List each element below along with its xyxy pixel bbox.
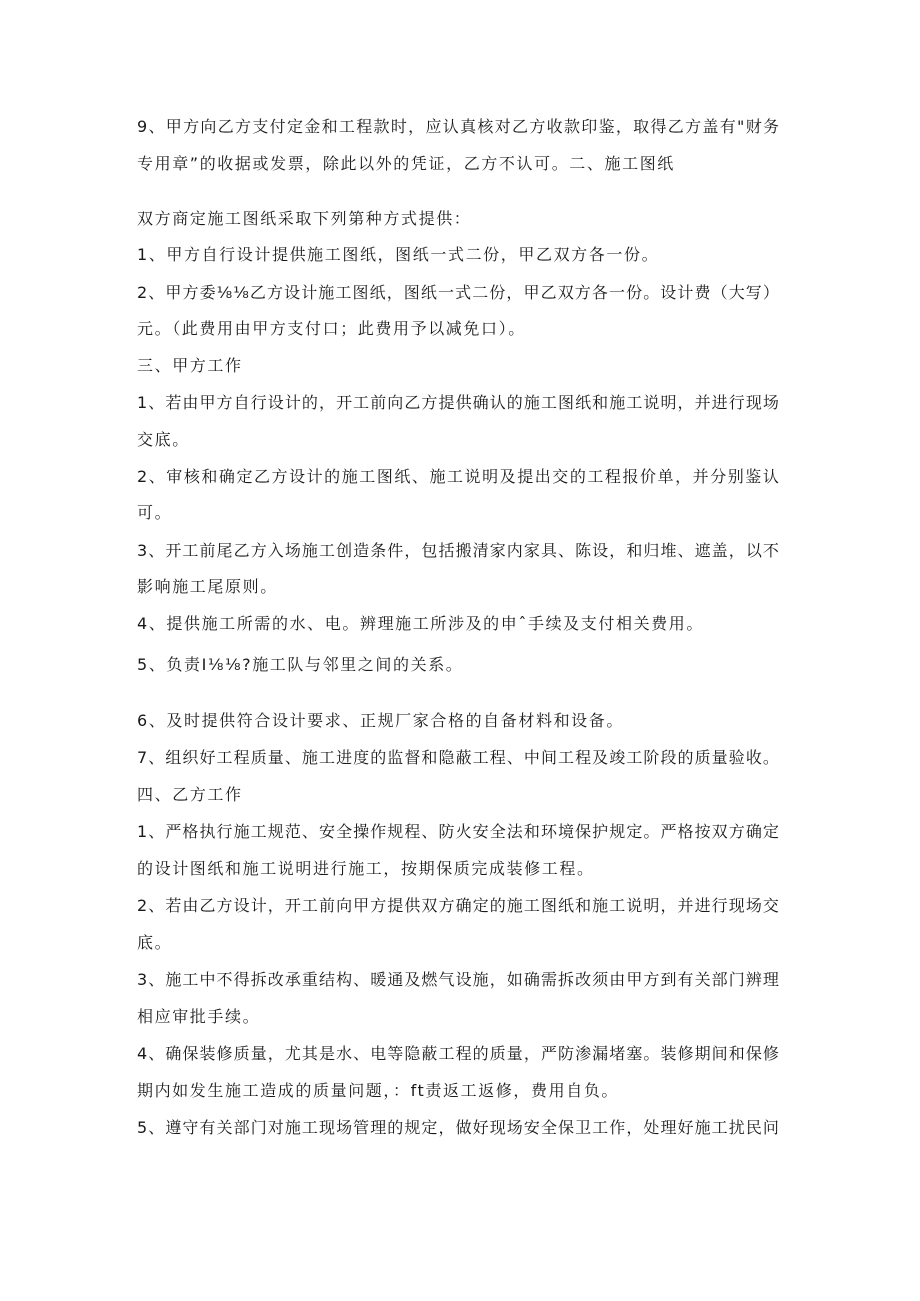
text-line: 1、若由甲方自行设计的，开工前向乙方提供确认的施工图纸和施工说明，并进行现场 <box>137 393 780 412</box>
text-line: 影响施工尾原则。 <box>137 577 278 596</box>
text-line: 3、施工中不得拆改承重结构、暖通及燃气设施，如确需拆改须由甲方到有关部门辨理 <box>137 970 780 989</box>
text-line: 4、确保装修质量，尤其是水、电等隐蔽工程的质量，严防渗漏堵塞。装修期间和保修 <box>137 1044 780 1063</box>
text-line: 1、严格执行施工规范、安全操作规程、防火安全法和环境保护规定。严格按双方确定 <box>137 822 780 841</box>
text-line: 2、若由乙方设计，开工前向甲方提供双方确定的施工图纸和施工说明，并进行现场交 <box>137 896 780 915</box>
text-line: 1、甲方自行设计提供施工图纸，图纸一式二份，甲乙双方各一份。 <box>137 245 660 264</box>
section-heading: 三、甲方工作 <box>137 356 243 375</box>
text-line: 元。（此费用由甲方支付口；此费用予以减免口）。 <box>137 319 526 338</box>
text-line: 3、开工前尾乙方入场施工创造条件，包括搬清家内家具、陈设，和归堆、遮盖，以不 <box>137 541 780 560</box>
text-line: 可。 <box>137 503 173 522</box>
text-line: 9、甲方向乙方支付定金和工程款时，应认真核对乙方收款印鉴，取得乙方盖有"财务 <box>137 117 781 136</box>
text-line: 交底。 <box>137 430 190 449</box>
text-line: 期内如发生施工造成的质量问题，：ft责返工返修，费用自负。 <box>137 1081 620 1100</box>
text-line: 6、及时提供符合设计要求、正规厂家合格的自备材料和设备。 <box>137 711 624 730</box>
text-line: 相应审批手续。 <box>137 1007 261 1026</box>
text-line: 5、负责I⅛⅛?施工队与邻里之间的关系。 <box>137 655 464 674</box>
text-line: 双方商定施工图纸采取下列第种方式提供： <box>137 209 472 228</box>
text-line: 5、遵守有关部门对施工现场管理的规定，做好现场安全保卫工作，处理好施工扰民问 <box>137 1118 780 1137</box>
text-line: 专用章”的收据或发票，除此以外的凭证，乙方不认可。二、施工图纸 <box>137 154 675 173</box>
text-line: 4、提供施工所需的水、电。辨理施工所涉及的申ˆ手续及支付相关费用。 <box>137 614 704 633</box>
text-line: 底。 <box>137 933 173 952</box>
text-line: 2、甲方委⅛⅛乙方设计施工图纸，图纸一式二份，甲乙双方各一份。设计费（大写） <box>137 283 780 302</box>
section-heading: 四、乙方工作 <box>137 785 243 804</box>
text-line: 7、组织好工程质量、施工进度的监督和隐蔽工程、中间工程及竣工阶段的质量验收。 <box>137 748 780 767</box>
text-line: 2、审核和确定乙方设计的施工图纸、施工说明及提出交的工程报价单，并分别鉴认 <box>137 467 781 486</box>
text-line: 的设计图纸和施工说明进行施工，按期保质完成装修工程。 <box>137 859 595 878</box>
